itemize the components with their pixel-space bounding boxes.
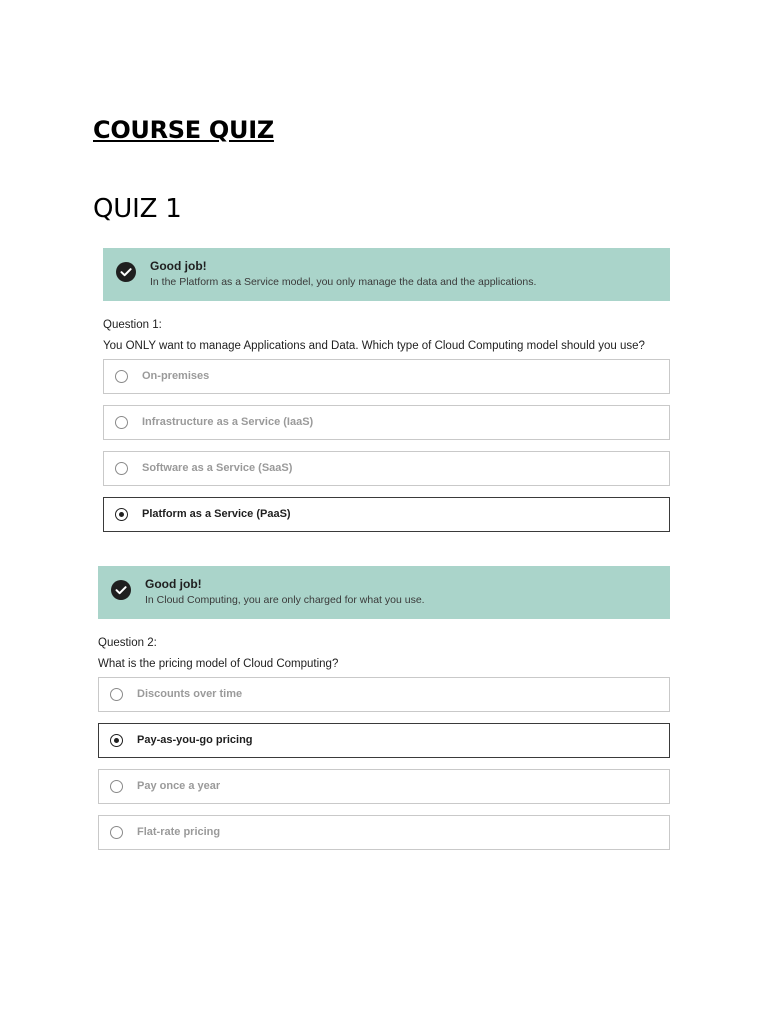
answer-option-flat-rate[interactable]: [98, 815, 670, 850]
option-label: On-premises: [142, 370, 210, 382]
answer-option-on-premises[interactable]: [103, 359, 670, 394]
question-2-block: [98, 566, 670, 850]
question-text: You ONLY want to manage Applications and Data. Which type of Cloud Computing model should you use?: [103, 340, 645, 352]
document-title: COURSE QUIZ: [93, 116, 274, 144]
feedback-title: Good job!: [150, 259, 207, 273]
radio-unselected-icon[interactable]: [110, 826, 123, 839]
feedback-banner: [103, 248, 670, 301]
check-circle-icon: [116, 262, 136, 282]
answer-options: [98, 677, 670, 850]
radio-unselected-icon[interactable]: [110, 780, 123, 793]
radio-unselected-icon[interactable]: [115, 416, 128, 429]
option-label: Discounts over time: [137, 688, 243, 700]
quiz-heading: QUIZ 1: [93, 194, 182, 224]
option-label: Software as a Service (SaaS): [142, 462, 293, 474]
radio-unselected-icon[interactable]: [115, 462, 128, 475]
feedback-text: In the Platform as a Service model, you only manage the data and the applications.: [150, 276, 537, 288]
radio-selected-icon[interactable]: [115, 508, 128, 521]
question-label: Question 1:: [103, 319, 162, 331]
answer-option-pay-as-you-go[interactable]: [98, 723, 670, 758]
option-label: Flat-rate pricing: [137, 826, 221, 838]
question-label: Question 2:: [98, 637, 157, 649]
question-text: What is the pricing model of Cloud Computing?: [98, 658, 339, 670]
feedback-banner: [98, 566, 670, 619]
option-label: Pay-as-you-go pricing: [137, 734, 253, 746]
radio-selected-icon[interactable]: [110, 734, 123, 747]
answer-option-paas[interactable]: [103, 497, 670, 532]
radio-unselected-icon[interactable]: [110, 688, 123, 701]
check-circle-icon: [111, 580, 131, 600]
answer-option-iaas[interactable]: [103, 405, 670, 440]
answer-options: [103, 359, 670, 532]
question-1-block: [103, 248, 670, 532]
feedback-text: In Cloud Computing, you are only charged for what you use.: [145, 594, 425, 606]
feedback-title: Good job!: [145, 577, 202, 591]
answer-option-pay-once-a-year[interactable]: [98, 769, 670, 804]
radio-unselected-icon[interactable]: [115, 370, 128, 383]
option-label: Pay once a year: [137, 780, 221, 792]
option-label: Infrastructure as a Service (IaaS): [142, 416, 314, 428]
option-label: Platform as a Service (PaaS): [142, 508, 291, 520]
answer-option-saas[interactable]: [103, 451, 670, 486]
answer-option-discounts[interactable]: [98, 677, 670, 712]
